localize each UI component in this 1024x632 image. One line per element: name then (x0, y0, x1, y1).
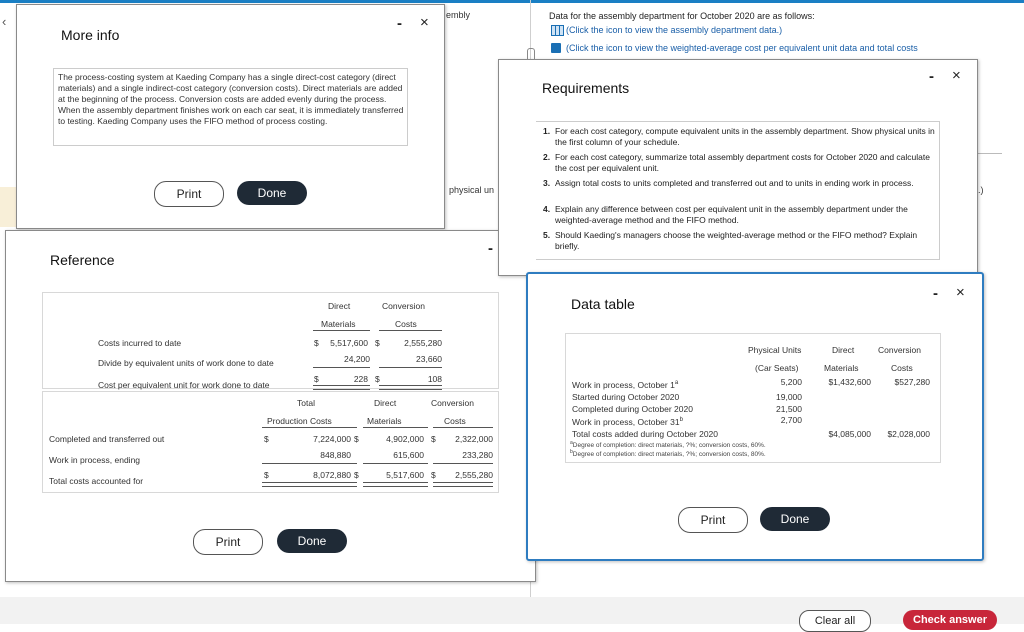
footnote-b: $^b$Degree of completion: direct materials, ?%; conversion costs, 80%. (570, 449, 766, 459)
dollar-sign: $ (354, 434, 359, 444)
cell-value: 5,517,600 (386, 470, 424, 480)
requirement-item: 5. Should Kaeding's managers choose the weighted-average method or the FIFO method? Explain briefly. (543, 230, 918, 251)
subtotal-rule (363, 463, 428, 464)
total-double-rule (363, 482, 428, 487)
dollar-sign: $ (314, 374, 319, 384)
cell-value: 7,224,000 (313, 434, 351, 444)
header-costs: Costs (444, 416, 466, 426)
back-arrow-icon[interactable]: ‹ (2, 14, 7, 29)
row-label: Work in process, October 31$^b$ (572, 417, 683, 427)
assembly-data-link[interactable]: (Click the icon to view the assembly department data.) (566, 25, 783, 35)
requirements-dialog (498, 59, 978, 276)
header-direct: Direct (328, 301, 351, 311)
check-answer-button[interactable]: Check answer (903, 610, 997, 630)
total-double-rule (262, 482, 357, 487)
cell-value: 2,555,280 (455, 470, 493, 480)
minimize-icon[interactable]: - (933, 285, 938, 302)
dollar-sign: $ (375, 374, 380, 384)
header-rule (262, 427, 357, 428)
print-button[interactable]: Print (193, 529, 263, 555)
cell-value: 5,517,600 (330, 338, 368, 348)
resize-handle[interactable] (527, 48, 535, 59)
row-label: Completed during October 2020 (572, 404, 693, 414)
cell-value: 24,200 (344, 354, 370, 364)
cell-value: 2,700 (780, 415, 802, 425)
cell-value: 19,000 (776, 392, 802, 402)
header-car-seats: (Car Seats) (755, 363, 799, 373)
header-materials: Materials (367, 416, 402, 426)
table-icon[interactable] (551, 25, 564, 36)
cell-value: 615,600 (393, 450, 424, 460)
cell-value: 108 (427, 374, 442, 384)
header-materials: Materials (824, 363, 859, 373)
cell-value: $1,432,600 (828, 377, 871, 387)
row-label: Started during October 2020 (572, 392, 680, 402)
reference-title: Reference (50, 252, 115, 268)
done-button[interactable]: Done (237, 181, 307, 205)
bg-paren-fragment: .) (978, 185, 984, 195)
dollar-sign: $ (264, 470, 269, 480)
minimize-icon[interactable]: - (488, 240, 493, 257)
close-icon[interactable]: × (952, 67, 961, 84)
cell-value: 2,555,280 (404, 338, 442, 348)
cell-value: 228 (353, 374, 368, 384)
dollar-sign: $ (314, 338, 319, 348)
requirement-item: 2. For each cost category, summarize total assembly department costs for October 2020 and calculate the cost per equivalent unit. (543, 152, 930, 173)
costs-incurred-label: Costs incurred to date (98, 338, 182, 348)
total-costs-label: Total costs accounted for (49, 476, 144, 486)
minimize-icon[interactable]: - (397, 15, 402, 32)
header-costs: Costs (891, 363, 913, 373)
row-label: Total costs added during October 2020 (572, 429, 719, 439)
cost-per-unit-label: Cost per equivalent unit for work done to date (98, 380, 270, 390)
subtotal-rule (433, 463, 493, 464)
header-physical-units: Physical Units (748, 345, 802, 355)
data-table-dialog (526, 272, 984, 561)
header-rule (363, 427, 428, 428)
total-double-rule (379, 385, 442, 390)
header-direct: Direct (374, 398, 397, 408)
more-info-text: The process-costing system at Kaeding Company has a single direct-cost category (direct materials) and a single indirect-cost category (conversion costs). Direct materials are added at the beginning of the process. Conversion costs are added evenly during the process. When the assembly department finishes work on each car seat, it is immediately transferred to testing. Kaeding Company uses the FIFO method of process costing. (58, 72, 404, 126)
header-direct: Direct (832, 345, 855, 355)
cell-value: $4,085,000 (828, 429, 871, 439)
close-icon[interactable]: × (956, 284, 965, 301)
header-materials: Materials (321, 319, 356, 329)
dollar-sign: $ (431, 434, 436, 444)
requirement-item: 3. Assign total costs to units completed and transferred out and to units in ending work in process. (543, 178, 914, 188)
bg-assembly-fragment: embly (446, 10, 471, 20)
header-costs: Costs (395, 319, 417, 329)
cell-value: 23,660 (416, 354, 442, 364)
cell-value: 848,880 (320, 450, 351, 460)
wip-ending-label: Work in process, ending (49, 455, 141, 465)
row-label: Work in process, October 1$^a$ (572, 380, 679, 390)
header-production-costs: Production Costs (267, 416, 332, 426)
dollar-sign: $ (264, 434, 269, 444)
cell-value: $2,028,000 (887, 429, 930, 439)
reference-dialog (5, 230, 536, 582)
requirements-title: Requirements (542, 80, 630, 96)
more-info-dialog (16, 4, 445, 229)
more-info-text-box (53, 68, 408, 146)
done-button[interactable]: Done (277, 529, 347, 553)
subtotal-rule (313, 367, 370, 368)
cell-value: 2,322,000 (455, 434, 493, 444)
cell-value: 233,280 (462, 450, 493, 460)
cell-value: 8,072,880 (313, 470, 351, 480)
header-rule (433, 427, 493, 428)
subtotal-rule (262, 463, 357, 464)
print-button[interactable]: Print (154, 181, 224, 207)
print-button[interactable]: Print (678, 507, 748, 533)
dollar-sign: $ (431, 470, 436, 480)
total-double-rule (313, 385, 370, 390)
requirements-list-box (536, 121, 940, 260)
requirement-item: 4. Explain any difference between cost per equivalent unit in the assembly department under the weighted-average method and the FIFO method. (543, 204, 908, 225)
header-conversion: Conversion (382, 301, 425, 311)
done-button[interactable]: Done (760, 507, 830, 531)
footnote-marker: a (570, 440, 573, 446)
divide-label: Divide by equivalent units of work done to date (98, 358, 274, 368)
cell-value: 21,500 (776, 404, 802, 414)
dollar-sign: $ (354, 470, 359, 480)
header-rule (379, 330, 442, 331)
left-highlight-strip (0, 187, 16, 227)
minimize-icon[interactable]: - (929, 68, 934, 85)
completed-transferred-label: Completed and transferred out (49, 434, 165, 444)
bg-physical-fragment: physical un (449, 185, 495, 195)
dollar-sign: $ (375, 338, 380, 348)
subtotal-rule (379, 367, 442, 368)
top-accent-bar (0, 0, 1024, 3)
close-icon[interactable]: × (420, 14, 429, 31)
weighted-average-link[interactable]: (Click the icon to view the weighted-average cost per equivalent unit data and total costs (566, 43, 918, 53)
header-rule (313, 330, 370, 331)
document-icon[interactable] (551, 43, 561, 53)
header-conversion: Conversion (431, 398, 474, 408)
data-intro-text: Data for the assembly department for October 2020 are as follows: (549, 11, 815, 21)
header-total: Total (297, 398, 315, 408)
cell-value: 5,200 (780, 377, 802, 387)
cell-value: $527,280 (894, 377, 930, 387)
footnote-marker: b (679, 417, 683, 424)
more-info-title: More info (61, 27, 120, 43)
cell-value: 4,902,000 (386, 434, 424, 444)
footnote-marker: a (674, 380, 679, 387)
data-table-title: Data table (571, 296, 635, 312)
header-conversion: Conversion (878, 345, 921, 355)
footnote-marker: b (570, 449, 573, 455)
total-double-rule (433, 482, 493, 487)
requirement-item: 1. For each cost category, compute equivalent units in the assembly department. Show physical units in the first column of your schedule. (543, 126, 935, 147)
clear-all-button[interactable]: Clear all (799, 610, 871, 632)
footnote-a: $^a$Degree of completion: direct materials, ?%; conversion costs, 60%. (570, 440, 766, 450)
